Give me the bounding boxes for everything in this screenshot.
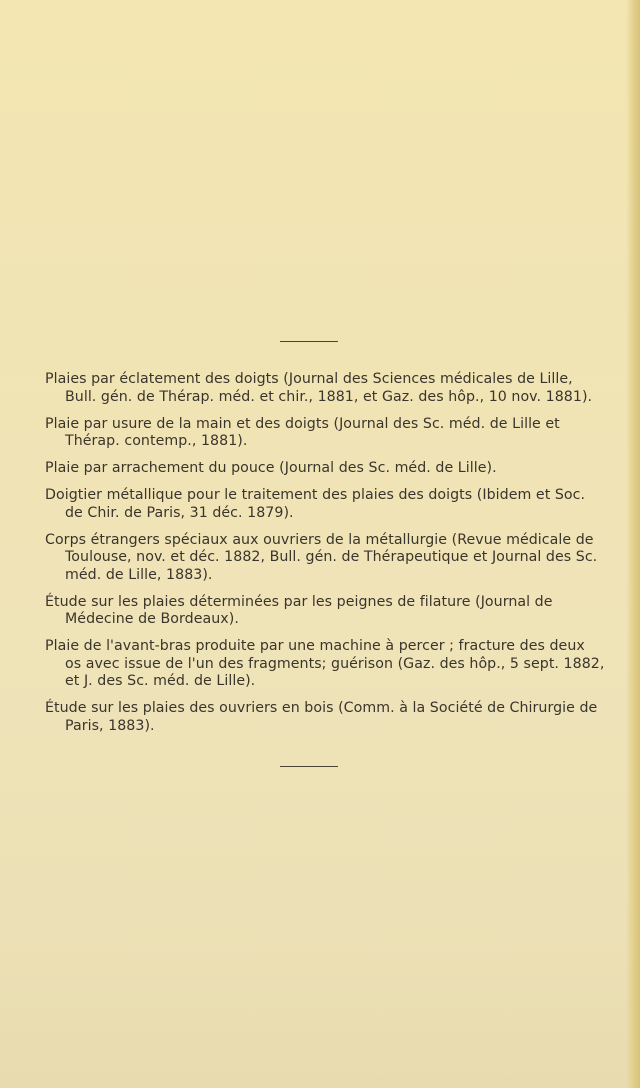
entry-reference: (Ibidem et Soc. de Chir. de Paris, 31 déc. 1879). [65, 487, 586, 521]
entry-title: Étude sur les plaies déterminées par les peignes de filature [45, 593, 471, 610]
top-rule [280, 341, 338, 342]
bibliography-entry [45, 416, 605, 451]
entry-reference: (Gaz. des hôp., 5 sept. 1882, et J. des Sc. méd. de Lille). [65, 655, 605, 689]
bibliography-entry [45, 594, 605, 629]
entry-reference: (Journal des Sc. méd. de Lille et Thérap. contemp., 1881). [65, 415, 560, 449]
entry-reference: (Journal de Médecine de Bordeaux). [65, 593, 553, 627]
page-edge-shadow [626, 0, 640, 1088]
entry-reference: (Revue médicale de Toulouse, nov. et déc. 1882, Bull. gén. de Thérapeutique et Journal des Sc. méd. de Lille, 1883). [65, 531, 598, 583]
entry-title: Plaie par usure de la main et des doigts [45, 415, 329, 432]
entry-title: Plaie par arrachement du pouce [45, 460, 275, 476]
entry-title: Plaies par éclatement des doigts [45, 371, 279, 387]
entry-reference: (Journal des Sciences médicales de Lille, Bull. gén. de Thérap. méd. et chir., 1881, et Gaz. des hôp., 10 nov. 1881). [65, 371, 593, 405]
bibliography-entry [45, 638, 605, 691]
bibliography-entry [45, 460, 605, 478]
entry-title: Corps étrangers spéciaux aux ouvriers de la métallurgie [45, 531, 448, 548]
entry-title: Étude sur les plaies des ouvriers en bois [45, 700, 334, 716]
entry-title: Plaie de l'avant-bras produite par une machine à percer ; fracture des deux os avec issue de l'un des fragments; guérison [45, 638, 585, 672]
entry-title: Doigtier métallique pour le traitement des plaies des doigts [45, 487, 473, 503]
bibliography-entry [45, 487, 605, 522]
bibliography-entry [45, 532, 605, 585]
entry-reference: (Comm. à la Société de Chirurgie de Paris, 1883). [65, 700, 598, 734]
bibliography-entry [45, 700, 605, 735]
entry-reference: (Journal des Sc. méd. de Lille). [279, 460, 497, 476]
bottom-rule [280, 766, 338, 767]
bibliography-entry [45, 371, 605, 406]
bibliography-list [45, 371, 605, 745]
